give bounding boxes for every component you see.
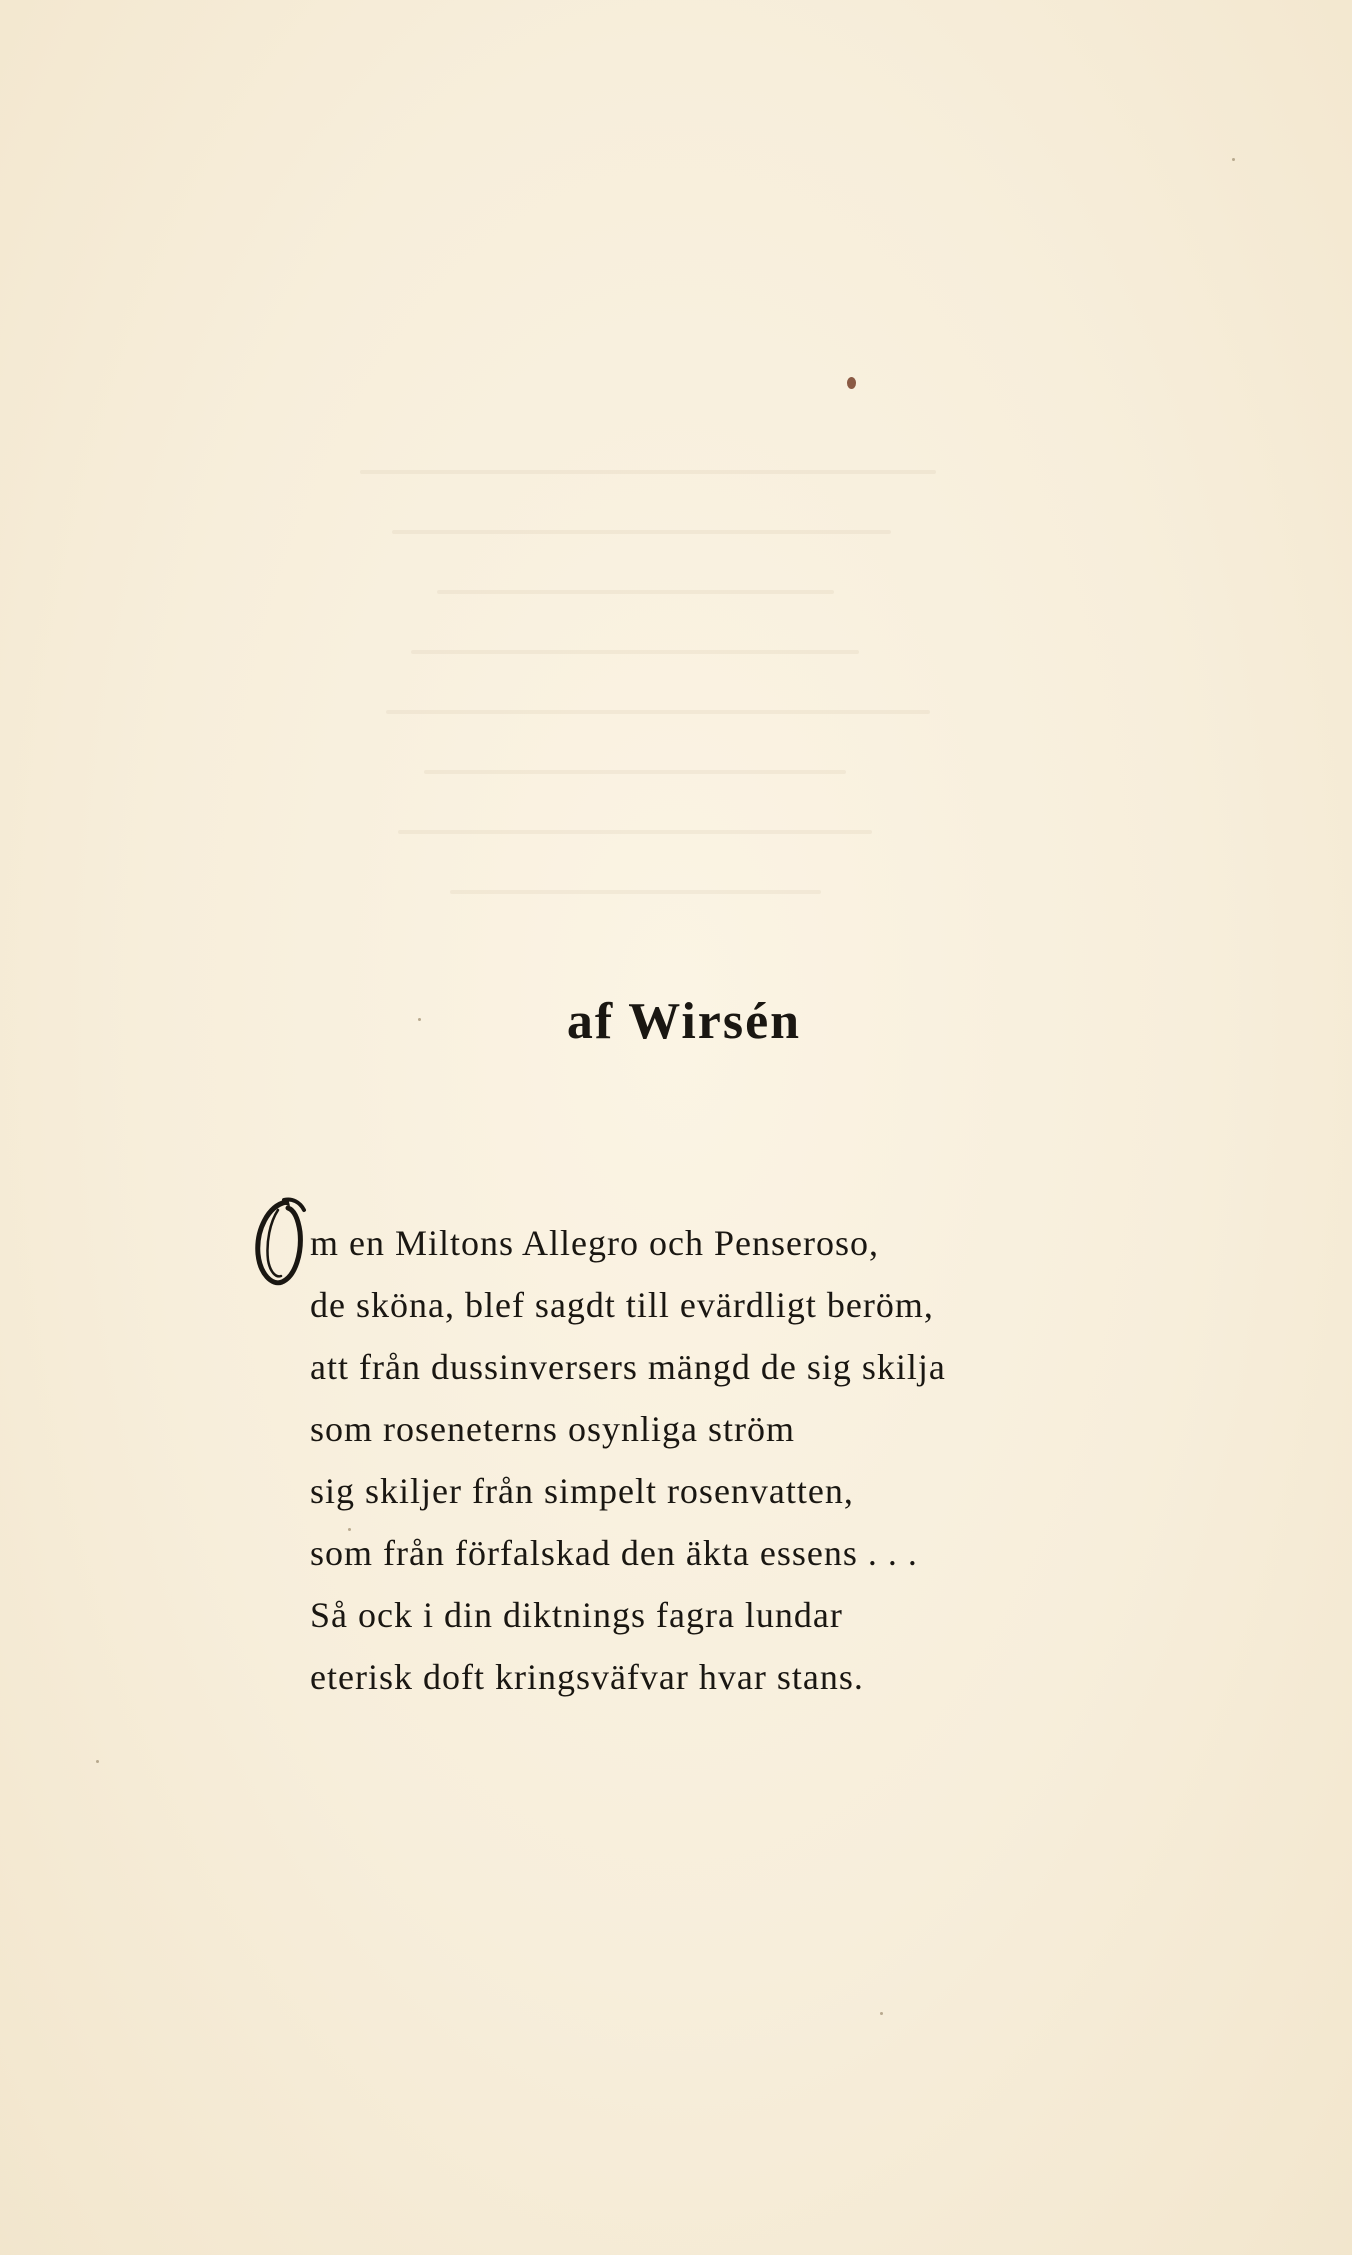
poem-line: sig skiljer från simpelt rosenvatten,	[310, 1471, 854, 1511]
poem-line: eterisk doft kringsväfvar hvar stans.	[310, 1657, 864, 1697]
paper-speck	[96, 1760, 99, 1763]
poem-line: m en Miltons Allegro och Penseroso,	[310, 1223, 879, 1263]
bleed-through-lines	[360, 470, 1000, 950]
drop-cap	[248, 1196, 310, 1292]
ink-spot	[847, 377, 856, 389]
poem-line: att från dussinversers mängd de sig skilja	[310, 1347, 946, 1387]
poem-line: som roseneterns osynliga ström	[310, 1409, 795, 1449]
poem-line: de sköna, blef sagdt till evärdligt beröm,	[310, 1285, 934, 1325]
author-heading: af Wirsén	[566, 993, 802, 1050]
drop-cap-o-icon	[248, 1196, 310, 1292]
paper-speck	[1232, 158, 1235, 161]
poem-stanza	[310, 1212, 1070, 1708]
poem-line: Så ock i din diktnings fagra lundar	[310, 1595, 843, 1635]
paper-speck	[880, 2012, 883, 2015]
poem-line: som från förfalskad den äkta essens . . .	[310, 1533, 918, 1573]
